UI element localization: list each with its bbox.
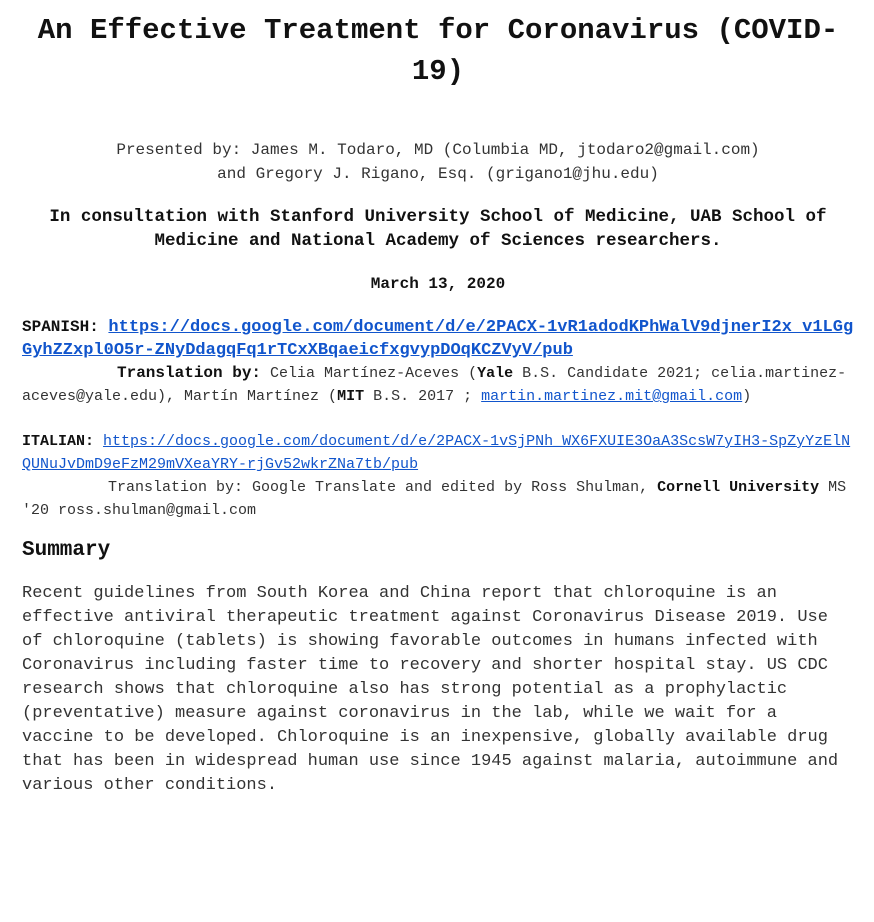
italian-translator — [22, 476, 854, 522]
spanish-translation-link[interactable]: https://docs.google.com/document/d/e/2PACX-1vR1adodKPhWalV9djnerI2x_v1LGgGyhZZxpl0O5r-ZNyDdagqFq1rTCxXBqaeicfxgvypDOqKCZVyV/pub — [22, 318, 854, 360]
document-title: An Effective Treatment for Coronavirus (COVID-19) — [37, 14, 839, 88]
translator1-name: Celia Martínez-Aceves ( — [270, 365, 478, 382]
italian-translator-school: Cornell University — [657, 479, 820, 496]
italian-translator-details: MS '20 ross.shulman@gmail.com — [22, 479, 847, 519]
italian-translation-link[interactable]: https://docs.google.com/document/d/e/2PACX-1vSjPNh_WX6FXUIE3OaA3ScsW7yIH3-SpZyYzElNQUNuJvDmD9eFzM29mVXeaYRY-rjGv52wkrZNa7tb/pub — [22, 433, 851, 473]
document-page — [0, 10, 874, 922]
translator2-school: MIT — [337, 388, 365, 405]
spanish-translators — [22, 362, 854, 408]
presenters-line-2: and Gregory J. Rigano, Esq. (grigano1@jhu.edu) — [217, 165, 659, 183]
italian-label: ITALIAN: — [22, 433, 95, 450]
presenters-line-1: Presented by: James M. Todaro, MD (Columbia MD, jtodaro2@gmail.com) — [116, 141, 760, 159]
document-date: March 13, 2020 — [370, 275, 506, 293]
closing-paren: ) — [742, 388, 752, 405]
translator2-email-link[interactable]: martin.martinez.mit@gmail.com — [481, 388, 743, 405]
presenters — [22, 138, 854, 186]
translator1-school: Yale — [477, 365, 514, 382]
translator1-details: B.S. Candidate 2021; celia.martinez-aceves@yale.edu), Martín Martínez ( — [22, 365, 847, 405]
translator2-details: B.S. 2017 ; — [373, 388, 473, 405]
consultation-note: In consultation with Stanford University School of Medicine, UAB School of Medicine and National Academy of Sciences researchers. — [49, 207, 827, 251]
spanish-section — [22, 316, 854, 408]
italian-translation-text: Translation by: Google Translate and edited by Ross Shulman, — [108, 479, 649, 496]
translation-by-label: Translation by: — [117, 364, 262, 382]
spanish-label: SPANISH: — [22, 318, 99, 336]
summary-body: Recent guidelines from South Korea and China report that chloroquine is an effective antiviral therapeutic treatment against Coronavirus Disease 2019. Use of chloroquine (tablets) is showing favorable outcomes in humans infected with Coronavirus including faster time to recovery and shorter hospital stay. US CDC research shows that chloroquine also has strong potential as a prophylactic (preventative) measure against coronavirus in the lab, while we wait for a vaccine to be developed. Chloroquine is an inexpensive, globally available drug that has been in widespread human use since 1945 against malaria, autoimmune and various other conditions. — [22, 584, 839, 795]
summary-heading: Summary — [22, 539, 111, 562]
italian-section — [22, 430, 854, 522]
